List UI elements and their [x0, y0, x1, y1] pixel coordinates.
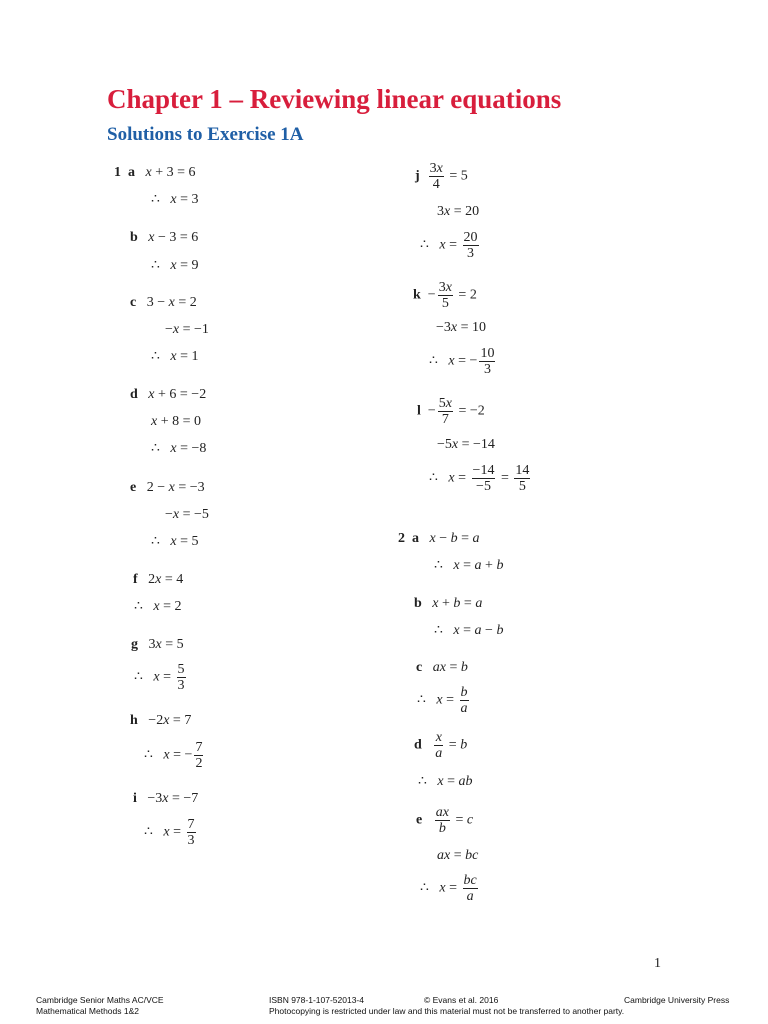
q1b-line2: ∴ x = 9 — [151, 258, 199, 273]
q1c-line3: ∴ x = 1 — [151, 349, 199, 364]
q1c-line1: c 3 − x = 2 — [130, 295, 197, 310]
q1e-line3: ∴ x = 5 — [151, 534, 199, 549]
page-number: 1 — [654, 956, 661, 971]
q1f-line2: ∴ x = 2 — [134, 599, 182, 614]
q1e-line1: e 2 − x = −3 — [130, 480, 205, 495]
q2a-line2: ∴ x = a + b — [434, 558, 504, 573]
q1g-line2: ∴ x = $\frac{5}{3}$ — [134, 662, 185, 693]
q1j-line2: 3x = 20 — [437, 204, 480, 219]
q1f-line1: f 2x = 4 — [133, 572, 184, 587]
exercise-subtitle: Solutions to Exercise 1A — [107, 124, 304, 145]
chapter-title: Chapter 1 – Reviewing linear equations — [107, 84, 562, 114]
q1d-line1: d x + 6 = −2 — [130, 387, 207, 402]
q2d-line1: d $\frac{x}{a}$ = b — [414, 730, 468, 761]
q1a-line2: ∴ x = 3 — [151, 192, 199, 207]
q1h-line1: h −2x = 7 — [130, 713, 192, 728]
q1e-line2: −x = −5 — [165, 507, 209, 522]
q1d-line3: ∴ x = −8 — [151, 441, 207, 456]
q1l-line2: −5x = −14 — [437, 437, 495, 452]
q1b-line1: b x − 3 = 6 — [130, 230, 199, 245]
q1i-line1: i −3x = −7 — [133, 791, 199, 806]
q1k-line3: ∴ x = − $\frac{10}{3}$ — [429, 346, 495, 377]
footer-isbn: ISBN 978-1-107-52013-4 — [269, 995, 364, 1005]
q2c-line2: ∴ x = $\frac{b}{a}$ — [417, 685, 468, 716]
footer-copyright: © Evans et al. 2016 — [424, 995, 499, 1005]
footer-notice: Photocopying is restricted under law and this material must not be transferred to another party. — [269, 1006, 625, 1016]
q1l-line1: l − $\frac{5x}{7}$ = −2 — [417, 396, 485, 427]
q1j-line3: ∴ x = $\frac{20}{3}$ — [420, 230, 478, 261]
footer-book-title-2: Mathematical Methods 1&2 — [36, 1006, 139, 1016]
q2e-line3: ∴ x = $\frac{bc}{a}$ — [420, 873, 477, 904]
q1l-line3: ∴ x = $\frac{-14}{-5}$ = $\frac{14}{5}$ — [429, 463, 530, 494]
q1d-line2: x + 8 = 0 — [151, 414, 202, 429]
q2e-line2: ax = bc — [437, 848, 479, 863]
q1h-line2: ∴ x = − $\frac{7}{2}$ — [144, 740, 203, 771]
q2a-line1: 2 a x − b = a — [398, 531, 480, 546]
footer-publisher: Cambridge University Press — [624, 995, 730, 1005]
q1j-line1: j $\frac{3x}{4}$ = 5 — [415, 161, 468, 192]
footer-book-title-1: Cambridge Senior Maths AC/VCE — [36, 995, 164, 1005]
q2c-line1: c ax = b — [416, 660, 468, 675]
q1c-line2: −x = −1 — [165, 322, 209, 337]
q2b-line2: ∴ x = a − b — [434, 623, 504, 638]
q2e-line1: e $\frac{ax}{b}$ = c — [416, 805, 474, 836]
q2d-line2: ∴ x = ab — [418, 774, 473, 789]
q1i-line2: ∴ x = $\frac{7}{3}$ — [144, 817, 195, 848]
q1k-line2: −3x = 10 — [436, 320, 487, 335]
q1a-line1: 1 a x + 3 = 6 — [114, 165, 196, 180]
q1k-line1: k − $\frac{3x}{5}$ = 2 — [413, 280, 477, 311]
q2b-line1: b x + b = a — [414, 596, 483, 611]
q1g-line1: g 3x = 5 — [131, 637, 184, 652]
